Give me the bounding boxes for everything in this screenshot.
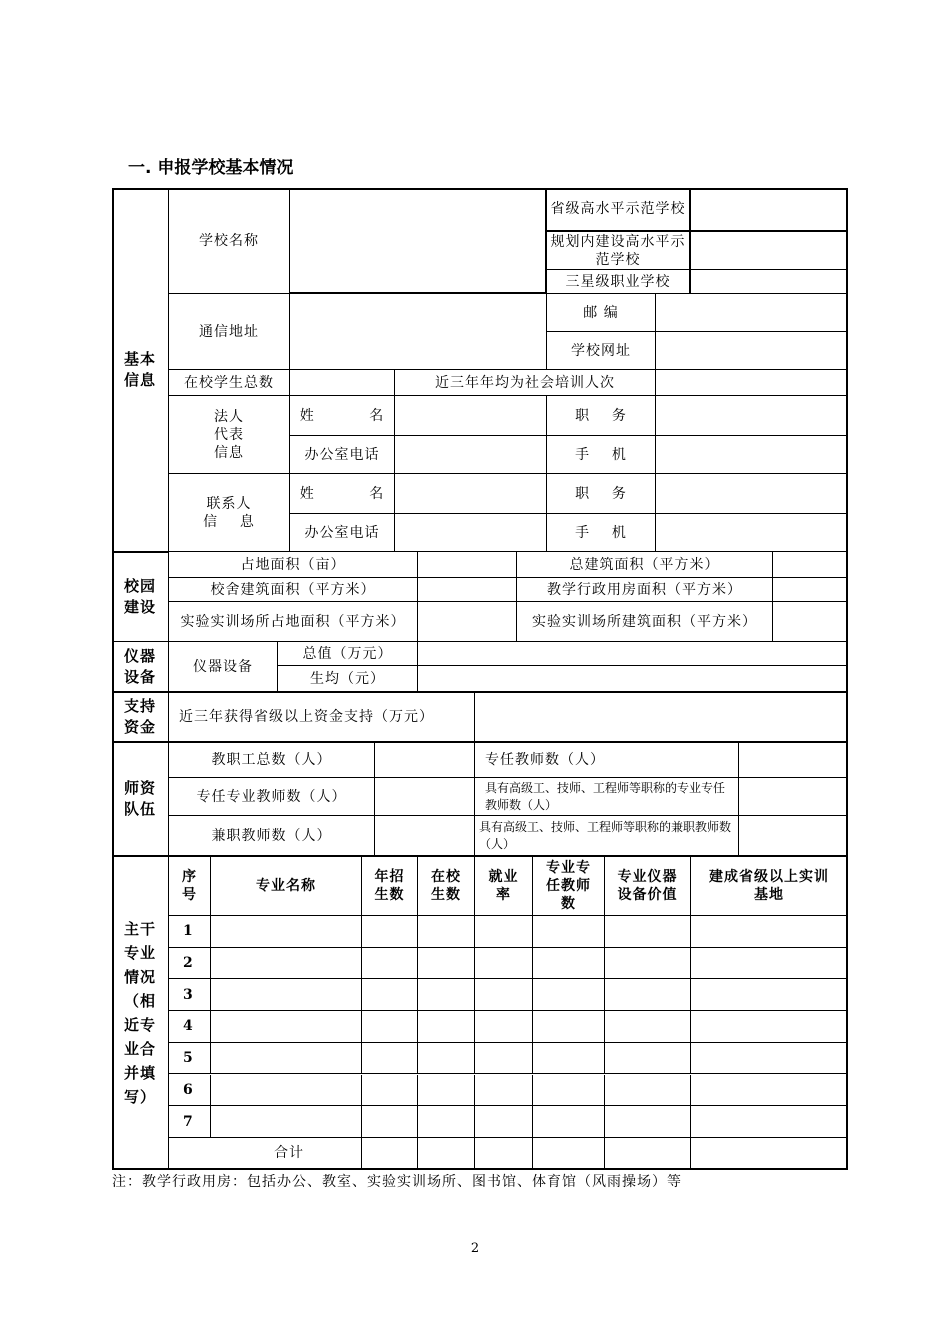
header-col-index: 序 号 xyxy=(169,856,211,916)
label-equipment: 仪器设备 xyxy=(169,642,278,692)
label-website: 学校网址 xyxy=(547,332,656,370)
row-2-col-training-base[interactable] xyxy=(691,948,848,980)
row-3-col-fulltime-teachers[interactable] xyxy=(533,979,605,1011)
row-6-col-enrolled-students[interactable] xyxy=(418,1075,475,1107)
field-total-building[interactable] xyxy=(773,552,848,578)
section-faculty: 师资 队伍 xyxy=(112,742,169,856)
header-col-enrolled-students: 在校 生数 xyxy=(418,856,475,916)
field-equipment-per-student[interactable] xyxy=(418,666,848,692)
label-provincial-model: 省级高水平示范学校 xyxy=(547,188,691,232)
section-basic-info: 基本 信息 xyxy=(112,188,169,552)
field-senior-parttime[interactable] xyxy=(739,816,848,856)
row-2-col-annual-enrollment[interactable] xyxy=(362,948,418,980)
total-label: 合计 xyxy=(169,1138,362,1170)
field-three-star[interactable] xyxy=(691,270,848,294)
section-funding: 支持 资金 xyxy=(112,692,169,742)
label-contact-name: 姓 名 xyxy=(290,474,395,514)
row-7-col-major-name[interactable] xyxy=(211,1106,362,1138)
row-5-col-equipment-value[interactable] xyxy=(605,1043,691,1075)
row-number: 2 xyxy=(169,948,211,980)
row-4-col-enrolled-students[interactable] xyxy=(418,1011,475,1043)
label-school-name: 学校名称 xyxy=(169,188,290,294)
field-senior-fulltime[interactable] xyxy=(739,778,848,816)
row-5-col-employment-rate[interactable] xyxy=(475,1043,533,1075)
row-4-col-employment-rate[interactable] xyxy=(475,1011,533,1043)
row-4-col-training-base[interactable] xyxy=(691,1011,848,1043)
section-campus: 校园 建设 xyxy=(112,552,169,642)
label-senior-parttime: 具有高级工、技师、工程师等职称的兼职教师数（人） xyxy=(475,816,739,856)
field-students[interactable] xyxy=(290,370,395,396)
row-2-col-enrolled-students[interactable] xyxy=(418,948,475,980)
label-parttime: 兼职教师数（人） xyxy=(169,816,375,856)
label-land-area: 占地面积（亩） xyxy=(169,552,418,578)
row-5-col-training-base[interactable] xyxy=(691,1043,848,1075)
label-legal-rep: 法人 代表 信息 xyxy=(169,396,290,474)
label-postcode: 邮 编 xyxy=(547,294,656,332)
field-contact-office-phone[interactable] xyxy=(395,514,547,552)
label-training: 近三年年均为社会培训人次 xyxy=(395,370,656,396)
header-col-fulltime-teachers: 专业专 任教师 数 xyxy=(533,856,605,916)
label-legal-position: 职 务 xyxy=(547,396,656,436)
row-6-col-annual-enrollment[interactable] xyxy=(362,1075,418,1107)
label-senior-fulltime: 具有高级工、技师、工程师等职称的专业专任教师数（人） xyxy=(475,778,739,816)
label-lab-building: 实验实训场所建筑面积（平方米） xyxy=(517,602,773,642)
field-address[interactable] xyxy=(290,294,547,370)
field-website[interactable] xyxy=(656,332,848,370)
row-1-col-equipment-value[interactable] xyxy=(605,916,691,948)
field-parttime[interactable] xyxy=(375,816,475,856)
page-number: 2 xyxy=(470,1241,480,1256)
row-4-col-fulltime-teachers[interactable] xyxy=(533,1011,605,1043)
total-col-training-base[interactable] xyxy=(691,1138,848,1170)
row-number: 5 xyxy=(169,1043,211,1075)
row-6-col-fulltime-teachers[interactable] xyxy=(533,1075,605,1107)
label-three-star: 三星级职业学校 xyxy=(547,270,691,294)
row-6-col-employment-rate[interactable] xyxy=(475,1075,533,1107)
field-contact-mobile[interactable] xyxy=(656,514,848,552)
label-equipment-total: 总值（万元） xyxy=(278,642,418,666)
row-2-col-employment-rate[interactable] xyxy=(475,948,533,980)
field-legal-position[interactable] xyxy=(656,396,848,436)
field-provincial-model[interactable] xyxy=(691,188,848,232)
row-3-col-training-base[interactable] xyxy=(691,979,848,1011)
row-1-col-major-name[interactable] xyxy=(211,916,362,948)
field-lab-building[interactable] xyxy=(773,602,848,642)
label-contact-position: 职 务 xyxy=(547,474,656,514)
total-col-enrolled-students[interactable] xyxy=(418,1138,475,1170)
row-4-col-equipment-value[interactable] xyxy=(605,1011,691,1043)
label-admin-building: 教学行政用房面积（平方米） xyxy=(517,578,773,602)
field-equipment-total[interactable] xyxy=(418,642,848,666)
header-col-equipment-value: 专业仪器 设备价值 xyxy=(605,856,691,916)
field-admin-building[interactable] xyxy=(773,578,848,602)
label-funding: 近三年获得省级以上资金支持（万元） xyxy=(169,692,475,742)
total-col-fulltime-teachers[interactable] xyxy=(533,1138,605,1170)
field-postcode[interactable] xyxy=(656,294,848,332)
label-lab-land: 实验实训场所占地面积（平方米） xyxy=(169,602,418,642)
label-contact-office-phone: 办公室电话 xyxy=(290,514,395,552)
field-legal-name[interactable] xyxy=(395,396,547,436)
label-total-staff: 教职工总数（人） xyxy=(169,742,375,778)
field-training[interactable] xyxy=(656,370,848,396)
row-1-col-enrolled-students[interactable] xyxy=(418,916,475,948)
section-majors: 主干 专业 情况 （相 近专 业合 并填 写） xyxy=(112,856,169,1170)
row-6-col-major-name[interactable] xyxy=(211,1075,362,1107)
footnote: 注：教学行政用房：包括办公、教室、实验实训场所、图书馆、体育馆（风雨操场）等 xyxy=(112,1174,682,1190)
row-7-col-training-base[interactable] xyxy=(691,1106,848,1138)
field-land-area[interactable] xyxy=(418,552,517,578)
row-2-col-major-name[interactable] xyxy=(211,948,362,980)
label-fulltime-major: 专任专业教师数（人） xyxy=(169,778,375,816)
label-legal-name: 姓 名 xyxy=(290,396,395,436)
header-col-major-name: 专业名称 xyxy=(211,856,362,916)
row-3-col-annual-enrollment[interactable] xyxy=(362,979,418,1011)
field-funding[interactable] xyxy=(475,692,848,742)
field-contact-name[interactable] xyxy=(395,474,547,514)
row-1-col-training-base[interactable] xyxy=(691,916,848,948)
application-form xyxy=(112,188,848,1170)
label-planned-model: 规划内建设高水平示范学校 xyxy=(547,232,691,270)
header-col-training-base: 建成省级以上实训 基地 xyxy=(691,856,848,916)
row-7-col-fulltime-teachers[interactable] xyxy=(533,1106,605,1138)
row-5-col-major-name[interactable] xyxy=(211,1043,362,1075)
label-address: 通信地址 xyxy=(169,294,290,370)
row-1-col-fulltime-teachers[interactable] xyxy=(533,916,605,948)
row-number: 4 xyxy=(169,1011,211,1043)
row-6-col-training-base[interactable] xyxy=(691,1075,848,1107)
row-1-col-annual-enrollment[interactable] xyxy=(362,916,418,948)
row-2-col-fulltime-teachers[interactable] xyxy=(533,948,605,980)
row-4-col-major-name[interactable] xyxy=(211,1011,362,1043)
row-7-col-equipment-value[interactable] xyxy=(605,1106,691,1138)
row-3-col-employment-rate[interactable] xyxy=(475,979,533,1011)
label-legal-office-phone: 办公室电话 xyxy=(290,436,395,474)
header-col-annual-enrollment: 年招 生数 xyxy=(362,856,418,916)
total-col-equipment-value[interactable] xyxy=(605,1138,691,1170)
row-number: 7 xyxy=(169,1106,211,1138)
field-legal-office-phone[interactable] xyxy=(395,436,547,474)
label-students: 在校学生总数 xyxy=(169,370,290,396)
row-2-col-equipment-value[interactable] xyxy=(605,948,691,980)
label-legal-mobile: 手 机 xyxy=(547,436,656,474)
label-equipment-per-student: 生均（元） xyxy=(278,666,418,692)
label-total-building: 总建筑面积（平方米） xyxy=(517,552,773,578)
field-fulltime-major[interactable] xyxy=(375,778,475,816)
label-fulltime-teachers: 专任教师数（人） xyxy=(475,742,739,778)
row-number: 6 xyxy=(169,1075,211,1107)
field-fulltime-teachers[interactable] xyxy=(739,742,848,778)
row-3-col-enrolled-students[interactable] xyxy=(418,979,475,1011)
row-3-col-equipment-value[interactable] xyxy=(605,979,691,1011)
row-6-col-equipment-value[interactable] xyxy=(605,1075,691,1107)
row-number: 1 xyxy=(169,916,211,948)
row-3-col-major-name[interactable] xyxy=(211,979,362,1011)
total-col-annual-enrollment[interactable] xyxy=(362,1138,418,1170)
field-legal-mobile[interactable] xyxy=(656,436,848,474)
field-school-building[interactable] xyxy=(418,578,517,602)
row-7-col-employment-rate[interactable] xyxy=(475,1106,533,1138)
header-col-employment-rate: 就业 率 xyxy=(475,856,533,916)
field-lab-land[interactable] xyxy=(418,602,517,642)
field-planned-model[interactable] xyxy=(691,232,848,270)
row-7-col-annual-enrollment[interactable] xyxy=(362,1106,418,1138)
total-col-employment-rate[interactable] xyxy=(475,1138,533,1170)
label-school-building: 校舍建筑面积（平方米） xyxy=(169,578,418,602)
field-contact-position[interactable] xyxy=(656,474,848,514)
row-7-col-enrolled-students[interactable] xyxy=(418,1106,475,1138)
row-5-col-fulltime-teachers[interactable] xyxy=(533,1043,605,1075)
label-contact: 联系人 信 息 xyxy=(169,474,290,552)
row-number: 3 xyxy=(169,979,211,1011)
label-contact-mobile: 手 机 xyxy=(547,514,656,552)
row-1-col-employment-rate[interactable] xyxy=(475,916,533,948)
row-5-col-annual-enrollment[interactable] xyxy=(362,1043,418,1075)
row-5-col-enrolled-students[interactable] xyxy=(418,1043,475,1075)
section-heading: 一. 申报学校基本情况 xyxy=(128,158,294,178)
row-4-col-annual-enrollment[interactable] xyxy=(362,1011,418,1043)
section-equipment: 仪器 设备 xyxy=(112,642,169,692)
field-total-staff[interactable] xyxy=(375,742,475,778)
field-school-name[interactable] xyxy=(290,188,547,294)
